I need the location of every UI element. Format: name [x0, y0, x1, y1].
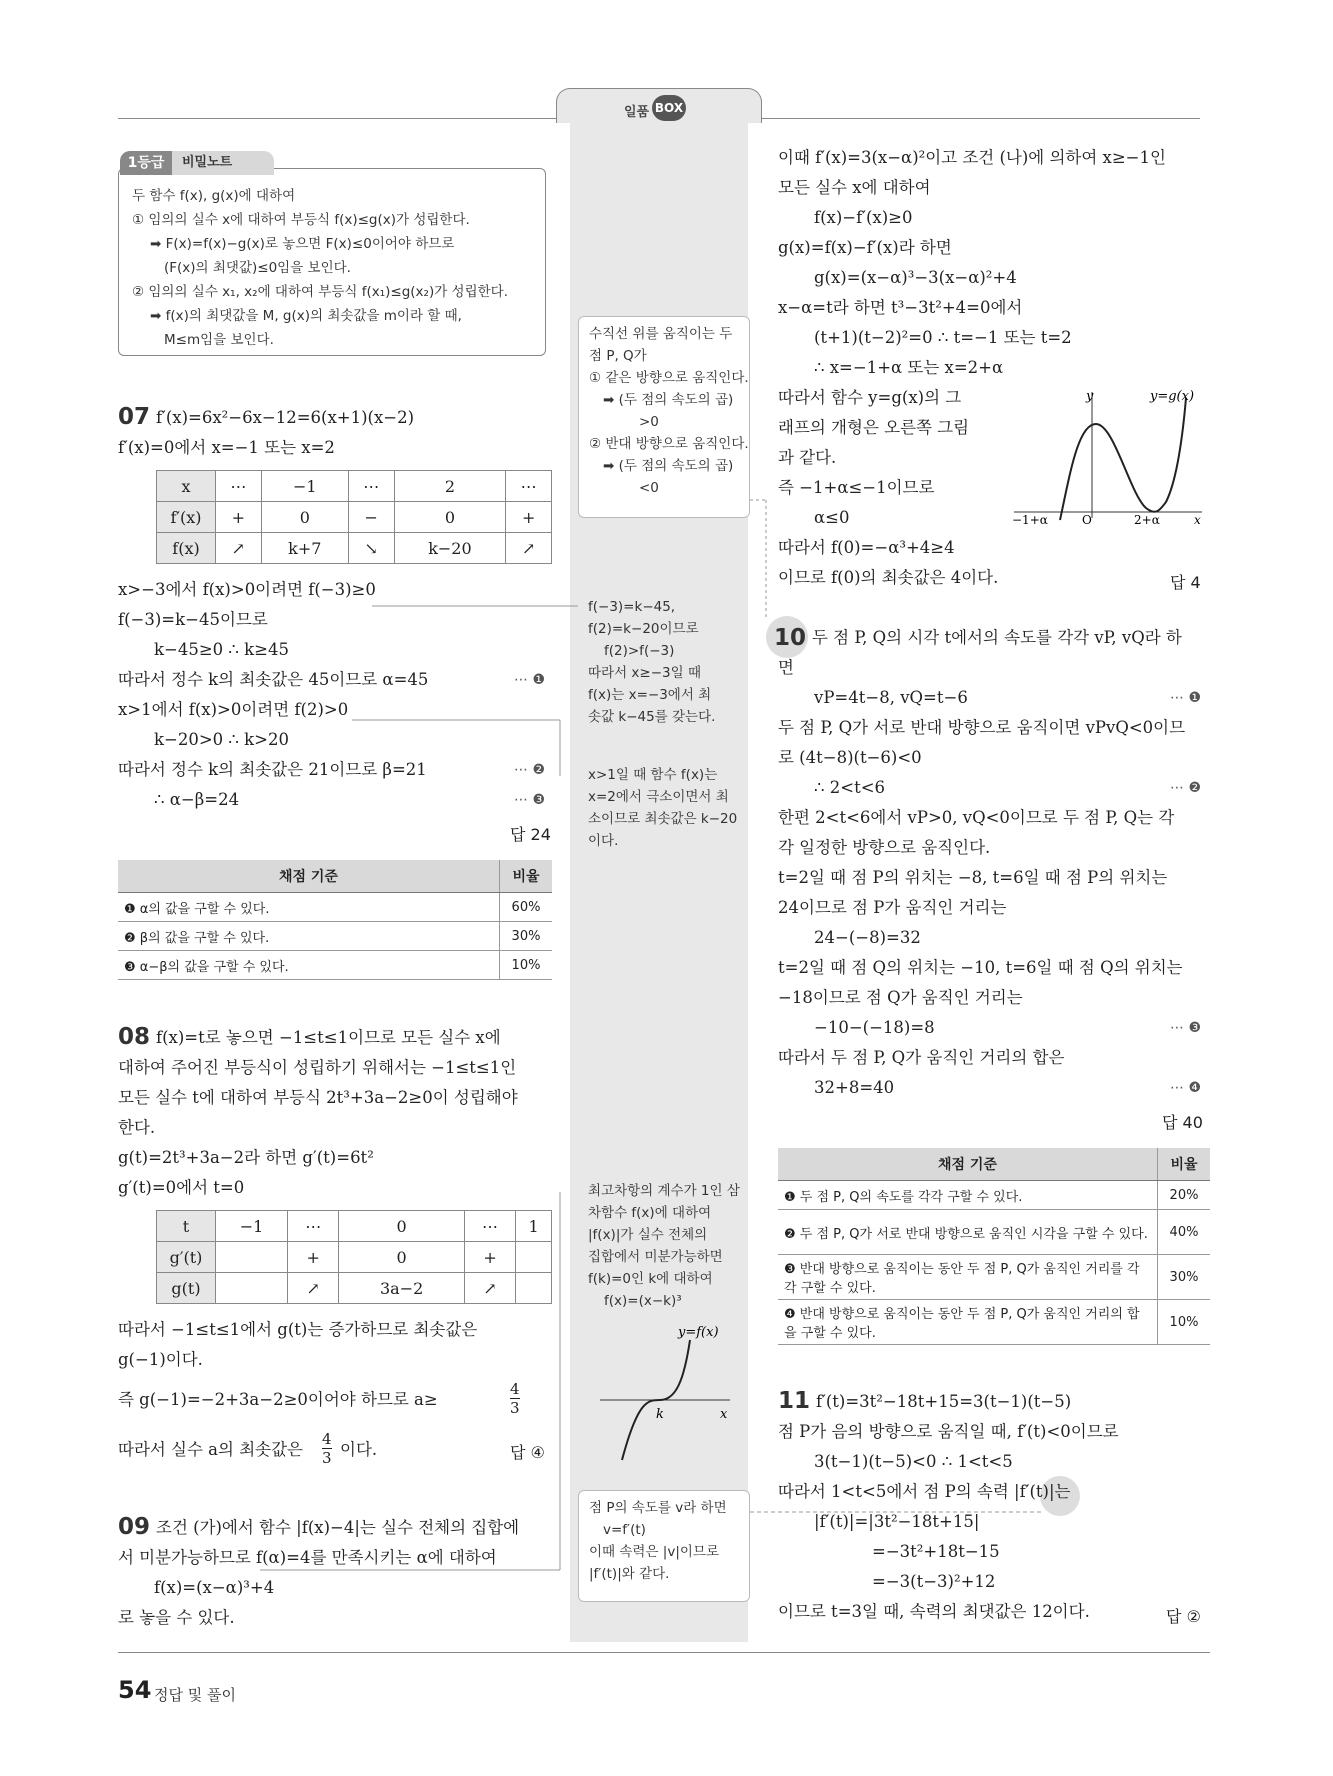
p10-mark2: ⋯ ❷ [1170, 780, 1202, 796]
p08-line1: f(x)=t로 놓으면 −1≤t≤1이므로 모든 실수 x에 [156, 1028, 501, 1047]
graph-label-fx: y=f(x) [678, 1325, 719, 1340]
gx-graph [1010, 384, 1210, 524]
p07-mark2: ⋯ ❷ [514, 762, 546, 778]
p11-line2: 점 P가 음의 방향으로 움직일 때, f′(t)<0이므로 [778, 1422, 1119, 1441]
p10-line12: t=2일 때 점 Q의 위치는 −10, t=6일 때 점 Q의 위치는 [778, 958, 1183, 977]
sidebar-note-3: 최고차항의 계수가 1인 삼 차함수 f(x)에 대하여 |f(x)|가 실수 전체의 집합에서 미분가능하면 f(k)=0인 k에 대하여 f(x)=(x−k)³ [588, 1183, 740, 1309]
r09-answer: 답 4 [1170, 573, 1201, 592]
note-tag: 1등급 [120, 151, 172, 175]
p09-line1: 조건 (가)에서 함수 |f(x)−4|는 실수 전체의 집합에 [156, 1518, 520, 1537]
gx-label-a: −1+α [1012, 513, 1048, 524]
p08-line10: 따라서 실수 a의 최솟값은 [118, 1440, 303, 1459]
r09-line12: 즉 −1+α≤−1이므로 [778, 478, 935, 497]
p10-line5: 로 (4t−8)(t−6)<0 [778, 748, 922, 767]
header-label: 일품 [624, 105, 650, 120]
r09-line13: α≤0 [814, 508, 850, 527]
p07-line4: f(−3)=k−45이므로 [118, 610, 268, 629]
footer-text: 정답 및 풀이 [154, 1686, 236, 1704]
problem-07-number: 07 [118, 404, 151, 430]
r09-line15: 이므로 f(0)의 최솟값은 4이다. [778, 568, 999, 587]
footer-page-number: 54 [118, 1676, 152, 1704]
p08-line10b: 이다. [340, 1440, 378, 1459]
r09-line11: 과 같다. [778, 448, 837, 467]
graph-label-k: k [656, 1407, 664, 1422]
p10-line6: ∴ 2<t<6 [814, 778, 886, 797]
p10-line15: 따라서 두 점 P, Q가 움직인 거리의 합은 [778, 1048, 1065, 1067]
note-title: 비밀노트 [172, 151, 274, 175]
p07-line8: k−20>0 ∴ k>20 [154, 730, 289, 749]
p08-line6: g′(t)=0에서 t=0 [118, 1178, 245, 1197]
p10-mark3: ⋯ ❸ [1170, 1020, 1202, 1036]
problem-09-number: 09 [118, 1514, 151, 1540]
p07-line6: 따라서 정수 k의 최솟값은 45이므로 α=45 [118, 670, 429, 689]
r09-line6: x−α=t라 하면 t³−3t²+4=0에서 [778, 298, 1023, 317]
gx-label-x: x [1194, 513, 1201, 524]
p11-line1: f′(t)=3t²−18t+15=3(t−1)(t−5) [816, 1392, 1072, 1411]
p08-line8: g(−1)이다. [118, 1350, 203, 1369]
gx-label-o: O [1082, 513, 1092, 524]
sidebar-note-1: f(−3)=k−45, f(2)=k−20이므로 f(2)>f(−3) 따라서 x≥−3일 때 f(x)는 x=−3에서 최 솟값 k−45를 갖는다. [588, 599, 716, 725]
r09-line5: g(x)=(x−α)³−3(x−α)²+4 [814, 268, 1017, 287]
p08-answer: 답 ④ [510, 1443, 545, 1462]
footer-rule [118, 1652, 1210, 1653]
p07-line10: ∴ α−β=24 [154, 790, 240, 809]
p07-line5: k−45≥0 ∴ k≥45 [154, 640, 289, 659]
p08-variation-table: t −1 ⋯ 0 ⋯ 1 g′(t) + 0 + g(t) ↗ 3a−2 ↗ [156, 1210, 552, 1304]
p08-fraction-1: 4 3 [510, 1380, 520, 1417]
r09-line8: ∴ x=−1+α 또는 x=2+α [814, 358, 1004, 377]
p10-line7: 한편 2<t<6에서 vP>0, vQ<0이므로 두 점 P, Q는 각 [778, 808, 1175, 827]
sidebar-note-2: x>1일 때 함수 f(x)는 x=2에서 극소이면서 최 소이므로 최솟값은 k−20 이다. [588, 767, 738, 849]
p09-line2: 서 미분가능하므로 f(α)=4를 만족시키는 α에 대하여 [118, 1548, 497, 1567]
gx-label-fn: y=g(x) [1150, 389, 1195, 404]
gx-label-y: y [1086, 389, 1094, 404]
p09-line4: 로 놓을 수 있다. [118, 1608, 235, 1627]
sidebar-box-speed: 점 P의 속도를 v라 하면 v=f′(t) 이때 속력은 |v|이므로 |f′(t)|와 같다. [578, 1490, 750, 1602]
r09-line1: 이때 f′(x)=3(x−α)²이고 조건 (나)에 의하여 x≥−1인 [778, 148, 1166, 167]
problem-08-number: 08 [118, 1024, 151, 1050]
p07-mark1: ⋯ ❶ [514, 672, 546, 688]
p10-line3: vP=4t−8, vQ=t−6 [814, 688, 968, 707]
p07-variation-table: x ⋯ −1 ⋯ 2 ⋯ f′(x) + 0 − 0 + f(x) ↗ k+7 ↘ k−20 ↗ [156, 470, 552, 564]
gx-curve [1060, 398, 1186, 520]
p07-grading-criteria: 채점 기준 비율 ❶ α의 값을 구할 수 있다. 60% ❷ β의 값을 구할 수 있다. 30% ❸ α−β의 값을 구할 수 있다. 10% [118, 860, 552, 980]
p07-line9: 따라서 정수 k의 최솟값은 21이므로 β=21 [118, 760, 427, 779]
p08-line2: 대하여 주어진 부등식이 성립하기 위해서는 −1≤t≤1인 [118, 1058, 517, 1077]
p10-grading-criteria: 채점 기준 비율 ❶ 두 점 P, Q의 속도를 각각 구할 수 있다. 20% ❷ 두 점 P, Q가 서로 반대 방향으로 움직인 시각을 구할 수 있다. 40% ❸ 반대 방향으로 움직이는 동안 두 점 P, Q가 움직인 거리를 각각 구할 수 있다. 30% ❹ 반대 방향으로 움직이는 동안 두 점 P, Q가 움직인 거리의 합을 구할 수 있다. 10% [778, 1148, 1210, 1345]
p11-line5: |f′(t)|=|3t²−18t+15| [814, 1512, 980, 1531]
p07-mark3: ⋯ ❸ [514, 792, 546, 808]
p10-answer: 답 40 [1162, 1113, 1203, 1132]
r09-line14: 따라서 f(0)=−α³+4≥4 [778, 538, 955, 557]
p10-line4: 두 점 P, Q가 서로 반대 방향으로 움직이면 vPvQ<0이므 [778, 718, 1186, 737]
r09-line2: 모든 실수 x에 대하여 [778, 178, 931, 197]
r09-line10: 래프의 개형은 오른쪽 그림 [778, 418, 970, 437]
p07-line2: f′(x)=0에서 x=−1 또는 x=2 [118, 438, 335, 457]
p10-line14: −10−(−18)=8 [814, 1018, 935, 1037]
p09-line3: f(x)=(x−α)³+4 [154, 1578, 275, 1597]
p11-line6: =−3t²+18t−15 [872, 1542, 1000, 1561]
r09-line3: f(x)−f′(x)≥0 [814, 208, 913, 227]
p11-line8: 이므로 t=3일 때, 속력의 최댓값은 12이다. [778, 1602, 1090, 1621]
p08-line7: 따라서 −1≤t≤1에서 g(t)는 증가하므로 최솟값은 [118, 1320, 478, 1339]
p11-line4: 따라서 1<t<5에서 점 P의 속력 |f′(t)|는 [778, 1482, 1071, 1501]
p08-fraction-2: 4 3 [322, 1430, 332, 1467]
p11-line3: 3(t−1)(t−5)<0 ∴ 1<t<5 [814, 1452, 1013, 1471]
note-text: 두 함수 f(x), g(x)에 대하여 ① 임의의 실수 x에 대하여 부등식 f(x)≤g(x)가 성립한다. ➡ F(x)=f(x)−g(x)로 놓으면 F(x)≤0이어야 하므로 (F(x)의 최댓값)≤0임을 보인다. ② 임의의 실수 x₁, x₂에 대하여 부등식 f(x₁)≤g(x₂)가 성립한다. ➡ f(x)의 최댓값을 M, g(x)의 최솟값을 m이라 할 때, M≤m임을 보인다. [132, 188, 509, 348]
p10-line11: 24−(−8)=32 [814, 928, 921, 947]
r09-line7: (t+1)(t−2)²=0 ∴ t=−1 또는 t=2 [814, 328, 1072, 347]
problem-11-number: 11 [778, 1388, 811, 1414]
p10-line9: t=2일 때 점 P의 위치는 −8, t=6일 때 점 P의 위치는 [778, 868, 1168, 887]
p08-line5: g(t)=2t³+3a−2라 하면 g′(t)=6t² [118, 1148, 374, 1167]
p08-line4: 한다. [118, 1118, 156, 1137]
p07-line1: f′(x)=6x²−6x−12=6(x+1)(x−2) [156, 408, 415, 427]
p08-line3: 모든 실수 t에 대하여 부등식 2t³+3a−2≥0이 성립해야 [118, 1088, 518, 1107]
p10-line13: −18이므로 점 Q가 움직인 거리는 [778, 988, 1023, 1007]
p07-line7: x>1에서 f(x)>0이려면 f(2)>0 [118, 700, 349, 719]
header-box: BOX [652, 95, 686, 121]
gx-label-b: 2+α [1134, 513, 1160, 524]
p10-line2: 면 [778, 658, 794, 677]
p07-line3: x>−3에서 f(x)>0이려면 f(−3)≥0 [118, 580, 376, 599]
p10-line16: 32+8=40 [814, 1078, 895, 1097]
p10-mark1: ⋯ ❶ [1170, 690, 1202, 706]
r09-line9: 따라서 함수 y=g(x)의 그 [778, 388, 962, 407]
p08-line9: 즉 g(−1)=−2+3a−2≥0이어야 하므로 a≥ [118, 1390, 438, 1409]
r09-line4: g(x)=f(x)−f′(x)라 하면 [778, 238, 952, 257]
p10-line10: 24이므로 점 P가 움직인 거리는 [778, 898, 1007, 917]
p10-line1: 두 점 P, Q의 시각 t에서의 속도를 각각 vP, vQ라 하 [812, 628, 1182, 647]
p11-answer: 답 ② [1166, 1607, 1201, 1626]
problem-10-number: 10 [774, 625, 807, 651]
p10-mark4: ⋯ ❹ [1170, 1080, 1202, 1096]
sidebar-box-motion: 수직선 위를 움직이는 두 점 P, Q가 ① 같은 방향으로 움직인다. ➡ (두 점의 속도의 곱) >0 ② 반대 방향으로 움직인다. ➡ (두 점의 속도의 곱) <0 [578, 316, 750, 518]
p11-line7: =−3(t−3)²+12 [872, 1572, 996, 1591]
p10-line8: 각 일정한 방향으로 움직인다. [778, 838, 991, 857]
graph-label-x: x [720, 1407, 728, 1422]
p07-answer: 답 24 [510, 825, 551, 844]
